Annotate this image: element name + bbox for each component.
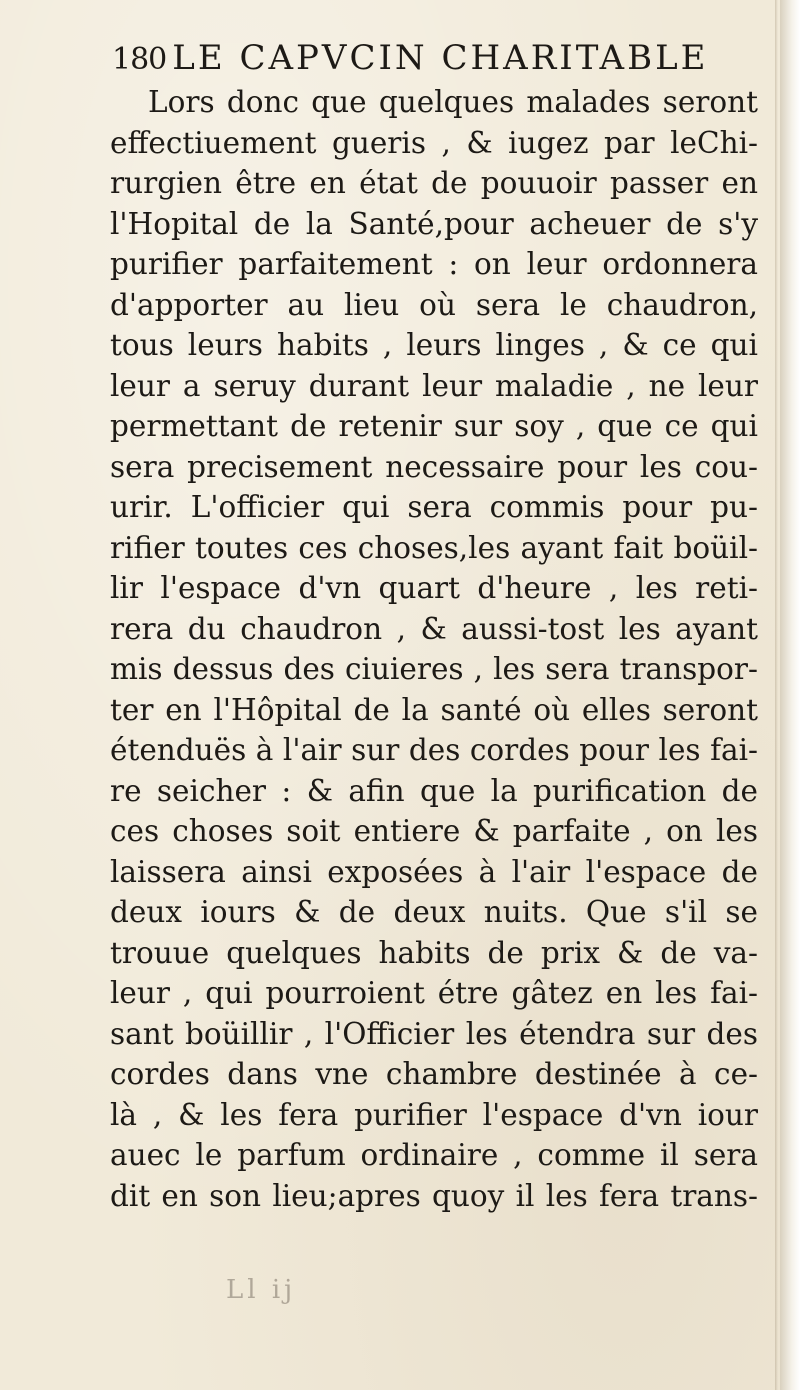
text-line: lir l'espace d'vn quart d'heure , les reti- xyxy=(110,571,758,605)
text-line: effectiuement gueris , & iugez par leChi- xyxy=(110,125,758,160)
text-line: sera precisement necessaire pour les cou- xyxy=(110,449,758,484)
text-line: l'Hopital de la Santé,pour acheuer de s'y xyxy=(110,206,758,241)
text-line: deux iours & de deux nuits. Que s'il se xyxy=(110,895,758,929)
text-line: sant boüillir , l'Officier les étendra sur des xyxy=(110,1016,758,1051)
running-head: LE CAPVCIN CHARITABLE xyxy=(172,38,709,78)
text-line: leur , qui pourroient étre gâtez en les fai- xyxy=(110,976,758,1010)
text-line: étenduës à l'air sur des cordes pour les fai- xyxy=(110,733,758,767)
text-line: leur a seruy durant leur maladie , ne leur xyxy=(110,368,758,403)
text-line: tous leurs habits , leurs linges , & ce qui xyxy=(110,328,758,362)
text-line: laissera ainsi exposées à l'air l'espace de xyxy=(110,854,758,889)
body-text xyxy=(110,82,758,1216)
text-line: trouue quelques habits de prix & de va- xyxy=(110,935,758,970)
text-line: dit en son lieu;apres quoy il les fera trans- xyxy=(110,1178,758,1213)
text-line: là , & les fera purifier l'espace d'vn iour xyxy=(110,1097,758,1132)
signature-mark: Ll ij xyxy=(226,1275,297,1305)
text-line: urir. L'officier qui sera commis pour pu- xyxy=(110,490,758,524)
page-edge-line xyxy=(775,0,778,1390)
text-line: re seicher : & afin que la purification de xyxy=(110,773,758,808)
signature-area xyxy=(226,1275,346,1315)
text-line: auec le parfum ordinaire , comme il sera xyxy=(110,1138,758,1172)
text-line: permettant de retenir sur soy , que ce qui xyxy=(110,409,758,443)
text-line: rurgien être en état de pouuoir passer en xyxy=(110,166,758,200)
text-line: ter en l'Hôpital de la santé où elles seront xyxy=(110,692,758,727)
text-line: purifier parfaitement : on leur ordonnera xyxy=(110,247,758,281)
page-number: 180 xyxy=(112,42,167,77)
text-line: rera du chaudron , & aussi-tost les ayant xyxy=(110,611,758,646)
text-line: mis dessus des ciuieres , les sera transpor- xyxy=(110,652,758,686)
text-line: d'apporter au lieu où sera le chaudron, xyxy=(110,287,758,322)
text-line: ces choses soit entiere & parfaite , on les xyxy=(110,814,758,848)
text-line: rifier toutes ces choses,les ayant fait boüil- xyxy=(110,530,758,565)
text-line: cordes dans vne chambre destinée à ce- xyxy=(110,1057,758,1091)
page-edge-shadow xyxy=(780,0,800,1390)
text-line: Lors donc que quelques malades seront xyxy=(148,85,758,119)
page-header xyxy=(112,38,762,88)
